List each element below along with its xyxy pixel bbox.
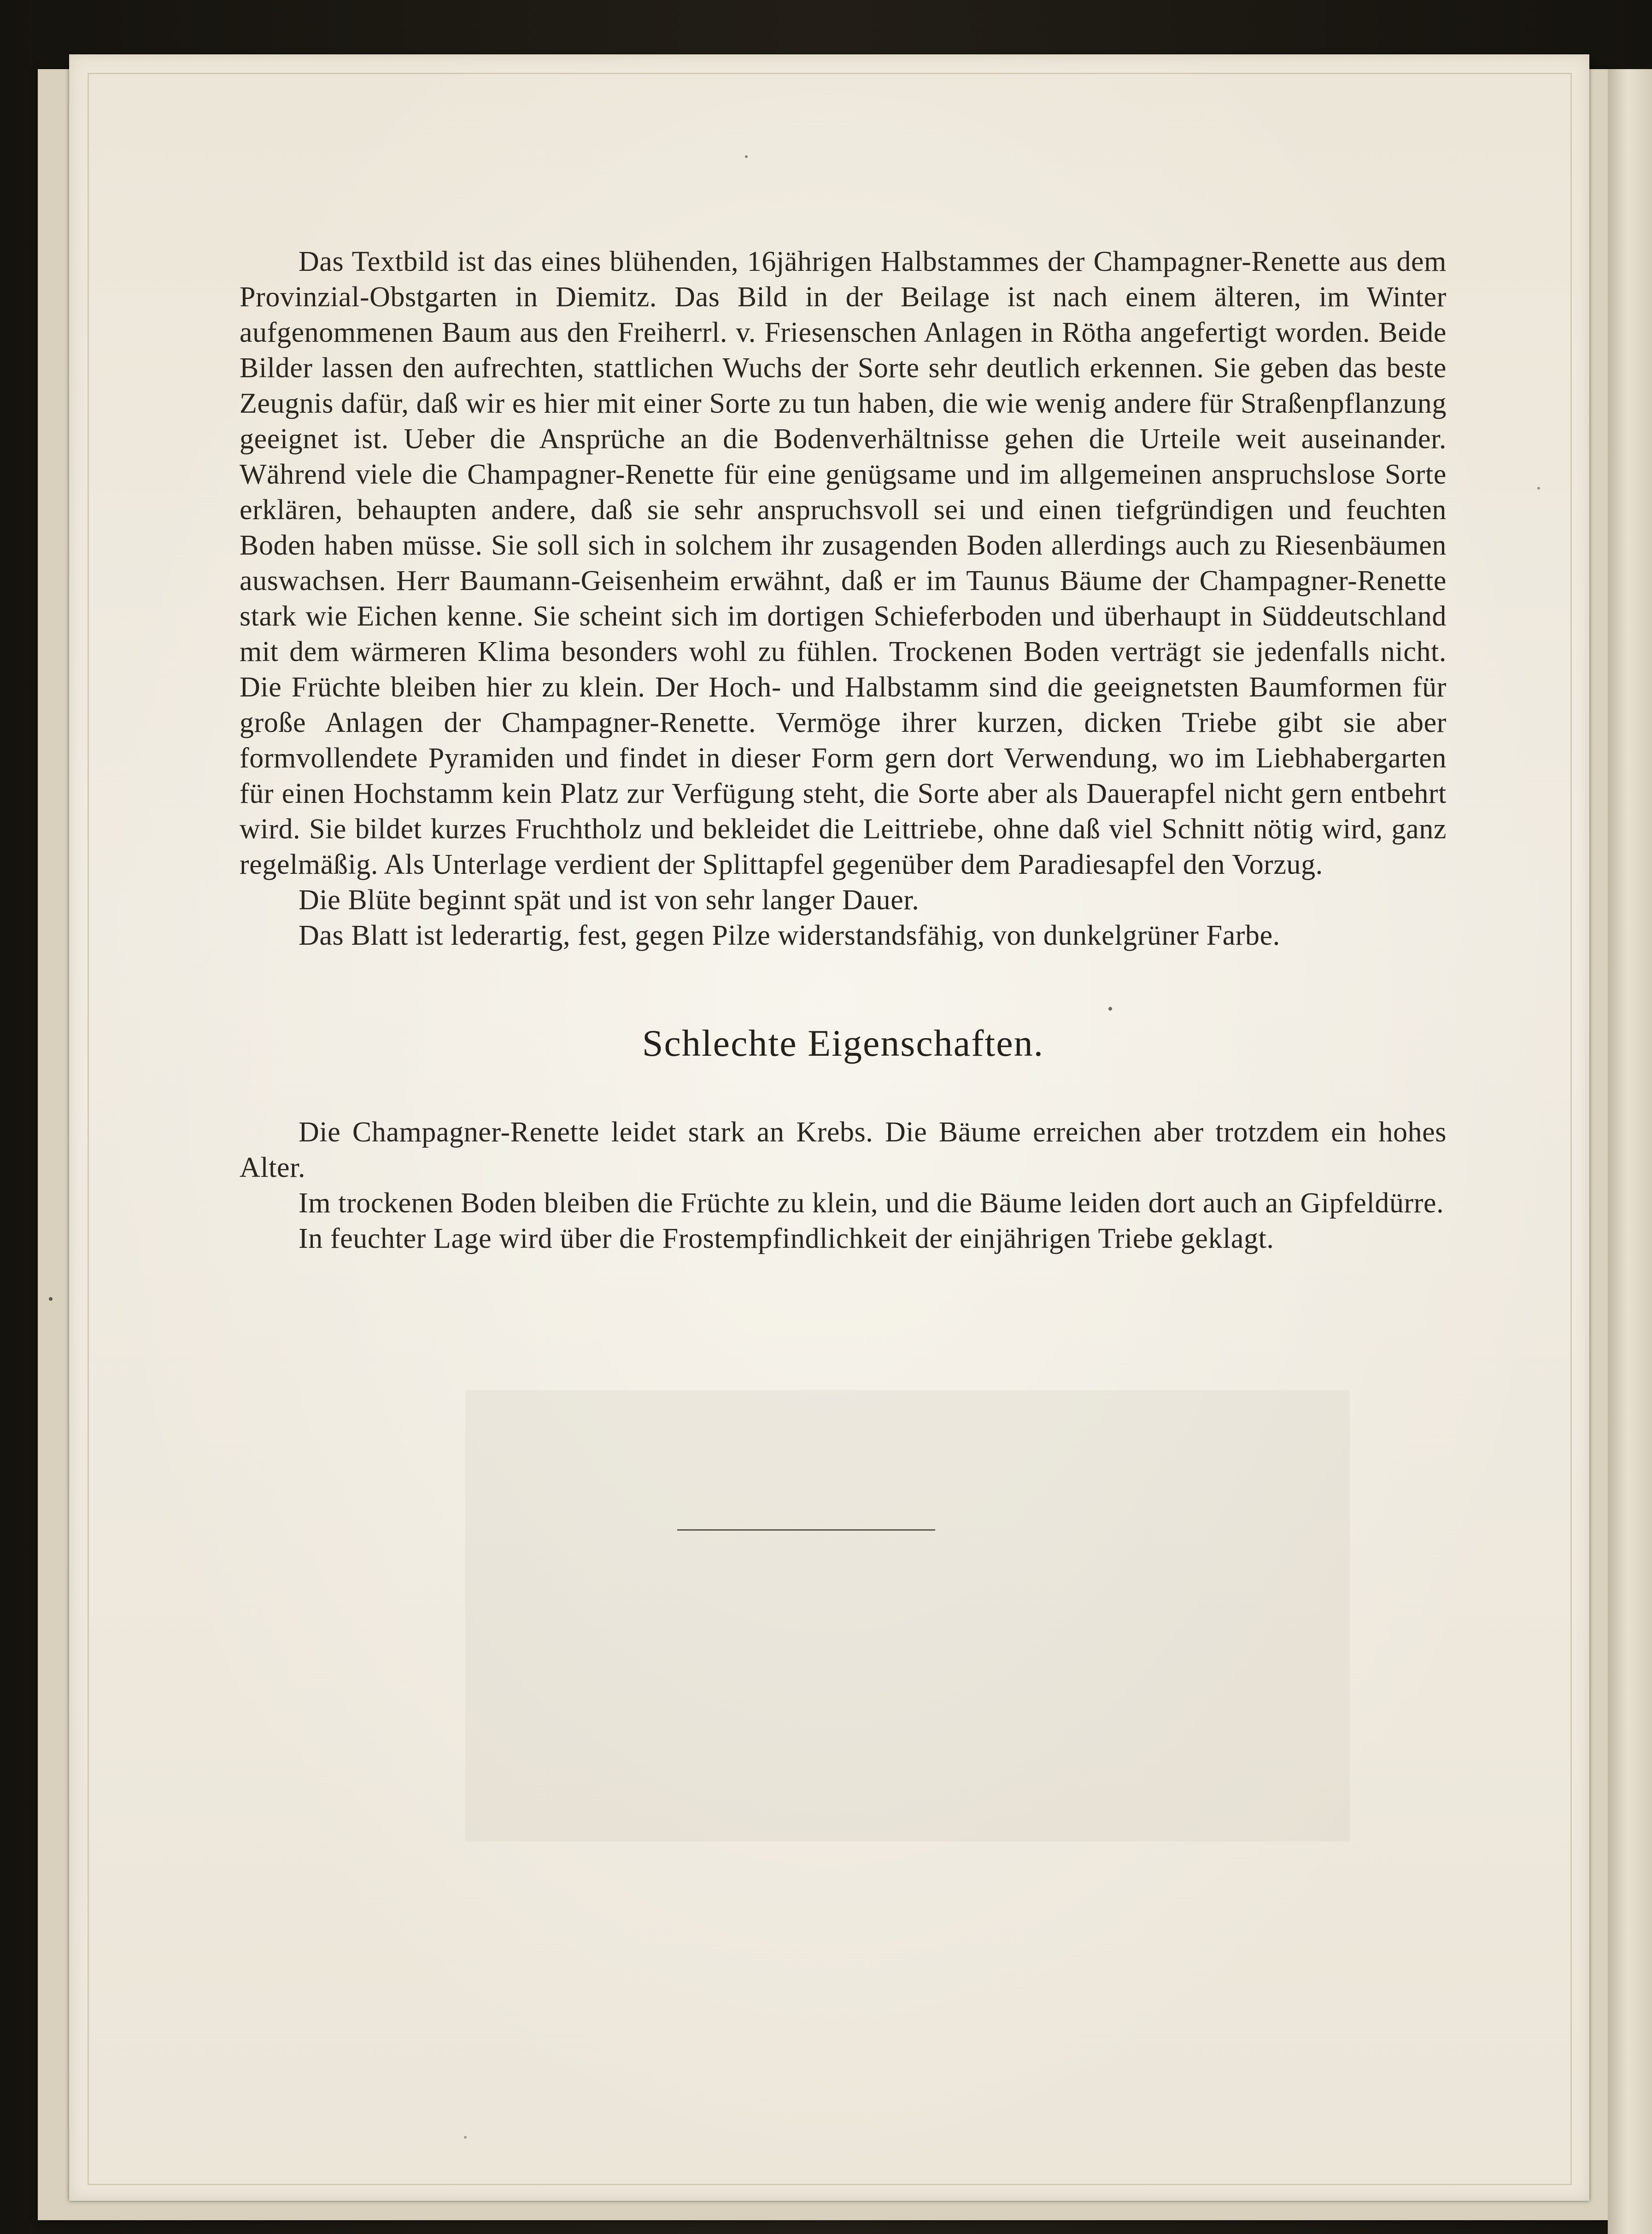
body-paragraph-3: Das Blatt ist lederartig, fest, gegen Pilze widerstandsfähig, von dunkelgrüner Farbe.: [299, 920, 1280, 951]
section-paragraph-3: In feuchter Lage wird über die Frostempfindlichkeit der einjährigen Triebe geklagt.: [299, 1223, 1274, 1254]
page-text: [240, 244, 1447, 1257]
closing-rule: [677, 1529, 935, 1531]
next-page-edge: [1608, 69, 1652, 2234]
body-paragraph-1: Das Textbild ist das eines blühenden, 16jährigen Halbstammes der Champagner-Renette aus dem Provinzial-Obstgarten in Diemitz. Das Bild in der Beilage ist nach einem älteren, im Winter aufgenommenen Baum aus den Freiherrl. v. Friesenschen Anlagen in Rötha angefertigt worden. Beide Bilder lassen den aufrechten, stattlichen Wuchs der Sorte sehr deutlich erkennen. Sie geben das beste Zeugnis dafür, daß wir es hier mit einer Sorte zu tun haben, die wie wenig andere für Straßenpflanzung geeignet ist. Ueber die Ansprüche an die Bodenverhältnisse gehen die Urteile weit auseinander. Während viele die Champagner-Renette für eine genügsame und im allgemeinen anspruchslose Sorte erklären, behaupten andere, daß sie sehr anspruchsvoll sei und einen tiefgründigen und feuchten Boden haben müsse. Sie soll sich in solchem ihr zusagenden Boden allerdings auch zu Riesenbäumen auswachsen. Herr Baumann-Geisenheim erwähnt, daß er im Taunus Bäume der Champagner-Renette stark wie Eichen kenne. Sie scheint sich im dortigen Schieferboden und überhaupt in Süddeutschland mit dem wärmeren Klima besonders wohl zu fühlen. Trockenen Boden verträgt sie jedenfalls nicht. Die Früchte bleiben hier zu klein. Der Hoch- und Halbstamm sind die geeignetsten Baumformen für große Anlagen der Champagner-Renette. Vermöge ihrer kurzen, dicken Triebe gibt sie aber formvollendete Pyramiden und findet in dieser Form gern dort Verwendung, wo im Liebhabergarten für einen Hochstamm kein Platz zur Verfügung steht, die Sorte aber als Dauerapfel nicht gern entbehrt wird. Sie bildet kurzes Fruchtholz und bekleidet die Leittriebe, ohne daß viel Schnitt nötig wird, ganz regelmäßig. Als Unterlage verdient der Splittapfel gegenüber dem Paradiesapfel den Vorzug.: [240, 246, 1447, 880]
body-paragraph-2: Die Blüte beginnt spät und ist von sehr langer Dauer.: [299, 884, 920, 916]
section-paragraph-2: Im trockenen Boden bleiben die Früchte zu klein, und die Bäume leiden dort auch an Gipfeldürre.: [299, 1187, 1444, 1219]
plate-impression: [465, 1390, 1350, 1842]
section-heading: Schlechte Eigenschaften.: [642, 1022, 1044, 1064]
section-paragraph-1: Die Champagner-Renette leidet stark an Krebs. Die Bäume erreichen aber trotzdem ein hohes Alter.: [240, 1117, 1447, 1183]
